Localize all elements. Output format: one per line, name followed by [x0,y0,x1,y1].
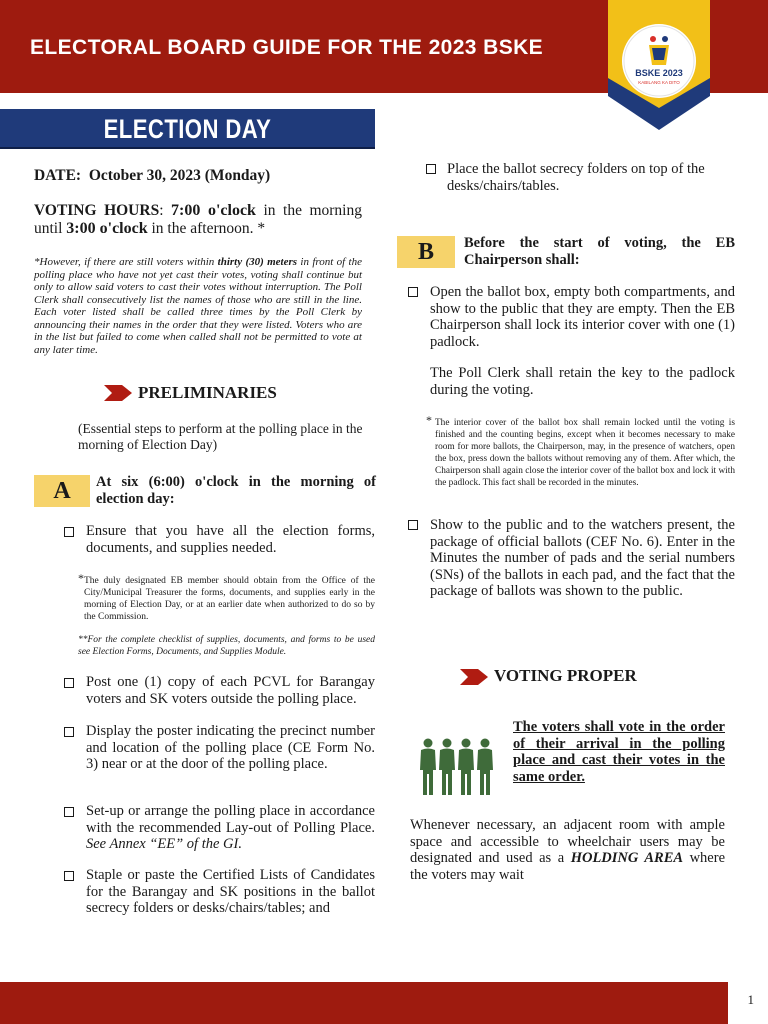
section-b-heading: Before the start of voting, the EB Chairperson shall: [464,235,735,268]
election-day-banner [0,109,375,149]
section-b-item-1: Open the ballot box, empty both compartments, and show to the public that they are empty. Then the EB Chairperson shall lock its interior cover with one (1) padlock. [430,284,735,350]
section-a-badge: A [34,475,90,507]
note-asterisk: * [426,413,432,427]
thirty-note-post: in front of the polling place who have not yet cast their votes, voting shall continue but only to allow said voters to cast their votes without interruption. The Poll Clerk shall consecutively list the names of those who are still in the line. Each voter listed shall be called three times by the Poll Clerk by announcing their names in the order that they were listed. Voters who are in the list but failed to come when called shall not be permitted to vote at any later time. [34,256,362,356]
footer-band [0,982,768,1024]
note-asterisk: * [78,571,84,585]
section-a-item-4 [86,803,375,853]
thirty-note-pre: *However, if there are still voters within [34,256,218,268]
item-4-annex: See Annex “EE” of the GI. [86,836,242,852]
bske-logo-text: BSKE 2023 [635,68,683,78]
checkbox-icon [64,807,74,817]
page-header-title: ELECTORAL BOARD GUIDE FOR THE 2023 BSKE [30,36,544,59]
section-a-heading: At six (6:00) o'clock in the morning of election day: [96,474,376,507]
checkbox-icon [64,527,74,537]
voters-queue-icon [418,738,496,796]
bske-logo-tagline: KABILANG KA DITO [638,80,680,85]
section-a-item-6: Place the ballot secrecy folders on top of the desks/chairs/tables. [447,161,705,194]
election-day-title: ELECTION DAY [103,114,272,144]
voting-paragraph-tail: where the voters may wait [410,850,725,883]
preliminaries-subtitle: (Essential steps to perform at the polling place in the morning of Election Day) [78,421,363,452]
voting-paragraph-text: Whenever necessary, an adjacent room with ample space and accessible to wheelchair users may be designated and used as a [410,817,725,866]
section-b-note: The interior cover of the ballot box shall remain locked until the voting is finished and the counting begins, except when it becomes necessary to make room for more ballots, the Chairperson, may, in the presence of watchers, open the box, press down the ballots without removing any of them. After which, the Chairperson shall again close the interior cover of the ballot box and lock it with the padlock. This fact shall be recorded in the minutes. [435,418,735,489]
thirty-note-bold: thirty (30) meters [217,256,298,268]
chevron-right-icon [460,669,488,685]
section-a-item-1: Ensure that you have all the election forms, documents, and supplies needed. [86,523,375,556]
holding-area-label: HOLDING AREA [570,850,684,866]
bske-logo-icon [622,24,696,98]
section-a-item-3: Display the poster indicating the precinct number and location of the polling place (CE Form No. 3) near or at the door of the polling place. [86,723,375,772]
section-b-badge: B [397,236,455,268]
checkbox-icon [408,520,418,530]
voting-order-rule: The voters shall vote in the order of their arrival in the polling place and cast their votes in the same order. [513,719,725,785]
section-a-item-5: Staple or paste the Certified Lists of Candidates for the Barangay and SK positions in the ballot secrecy folders or desks/chairs/tables; and [86,867,375,916]
bske-badge [608,0,710,132]
checkbox-icon [64,727,74,737]
voting-hours-label: VOTING HOURS [34,202,160,219]
voting-hours-middle: in the morning until [34,202,362,237]
voting-hours-start: 7:00 o'clock [171,202,256,219]
voting-hours-tail: in the afternoon. * [151,220,266,237]
checkbox-icon [64,678,74,688]
chevron-right-icon [104,385,132,401]
section-b-item-1-followup: The Poll Clerk shall retain the key to the padlock during the voting. [430,365,735,398]
thirty-meter-note [34,256,362,356]
preliminaries-heading: PRELIMINARIES [138,383,277,402]
section-a-note-1: The duly designated EB member should obtain from the Office of the City/Municipal Treasurer the forms, documents, and supplies early in the morning of Election Day, or at an earlier date when authorized to do so by the Commission. [84,576,375,622]
page-number: 1 [747,992,754,1007]
voting-hours-end: 3:00 o'clock [66,220,148,237]
voting-proper-rule [513,719,725,785]
voting-hours: VOTING HOURS: 7:00 o'clock in the morning until 3:00 o'clock in the afternoon. * [34,202,362,237]
section-b-item-2: Show to the public and to the watchers present, the package of official ballots (CEF No. 6). Enter in the Minutes the number of pads and the serial numbers (SNs) of the ballots in each pad, and the fact that the package of ballots was shown to the public. [430,517,735,599]
voting-proper-heading: VOTING PROPER [494,666,637,685]
checkbox-icon [64,871,74,881]
checkbox-icon [426,164,436,174]
checkbox-icon [408,287,418,297]
date-value: October 30, 2023 (Monday) [88,167,271,184]
election-date [34,168,270,185]
item-4-text: Set-up or arrange the polling place in accordance with the recommended Lay-out of Polling Place. [86,803,375,836]
section-a-item-2: Post one (1) copy of each PCVL for Barangay voters and SK voters outside the polling place. [86,674,375,707]
section-a-note-2: **For the complete checklist of supplies, documents, and forms to be used see Election Forms, Documents, and Supplies Module. [78,635,375,657]
voting-proper-paragraph [410,817,725,883]
date-label: DATE: [34,167,82,184]
